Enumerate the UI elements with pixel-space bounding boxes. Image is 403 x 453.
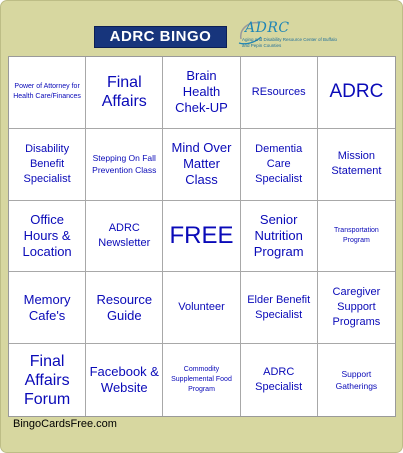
cell-label: Elder Benefit Specialist (247, 293, 311, 321)
logo-wordmark: ADRC (245, 20, 290, 36)
cell-label: Commodity Supplemental Food Program (171, 366, 232, 394)
bingo-cell[interactable] (86, 201, 163, 273)
bingo-cell[interactable] (163, 129, 240, 201)
cell-label: Final Affairs (101, 74, 147, 111)
cell-label: Senior Nutrition Program (253, 211, 304, 259)
footer-site-label: BingoCardsFree.com (13, 418, 117, 430)
bingo-grid (8, 56, 396, 417)
bingo-cell[interactable] (9, 344, 86, 416)
logo-subtitle: Aging and Disability Resource Center of Buffalo and Pepin Counties (242, 37, 337, 48)
card-header (1, 9, 403, 51)
cell-label: Mission Statement (331, 150, 382, 178)
cell-label: Transportation Program (333, 226, 379, 244)
bingo-cell[interactable] (9, 272, 86, 344)
bingo-cell[interactable] (318, 57, 395, 129)
bingo-cell-free[interactable] (163, 201, 240, 273)
bingo-cell[interactable] (9, 201, 86, 273)
bingo-cell[interactable] (9, 129, 86, 201)
card-title: ADRC BINGO (94, 26, 227, 48)
cell-label: Mind Over Matter Class (171, 140, 232, 188)
bingo-cell[interactable] (318, 129, 395, 201)
cell-label: ADRC Specialist (255, 366, 303, 394)
cell-label: Facebook & Website (89, 364, 159, 396)
cell-label: Final Affairs Forum (23, 352, 71, 408)
bingo-cell[interactable] (86, 57, 163, 129)
bingo-cell[interactable] (163, 57, 240, 129)
bingo-cell[interactable] (318, 201, 395, 273)
bingo-cell[interactable] (241, 201, 318, 273)
cell-label: Power of Attorney for Health Care/Finances (13, 83, 81, 101)
bingo-cell[interactable] (9, 57, 86, 129)
cell-label: FREE (169, 221, 234, 249)
bingo-cell[interactable] (86, 344, 163, 416)
cell-label: Memory Cafe's (23, 291, 71, 323)
cell-label: ADRC (329, 81, 384, 103)
bingo-cell[interactable] (318, 272, 395, 344)
bingo-cell[interactable] (241, 57, 318, 129)
cell-label: Brain Health Chek-UP (175, 68, 228, 116)
bingo-cell[interactable] (318, 344, 395, 416)
bingo-cell[interactable] (241, 344, 318, 416)
bingo-cell[interactable] (163, 272, 240, 344)
cell-label: Dementia Care Specialist (255, 142, 303, 185)
cell-label: Office Hours & Location (22, 211, 72, 259)
cell-label: Disability Benefit Specialist (23, 142, 71, 185)
bingo-cell[interactable] (241, 129, 318, 201)
cell-label: Caregiver Support Programs (332, 286, 381, 329)
bingo-cell[interactable] (241, 272, 318, 344)
adrc-logo (231, 19, 343, 55)
cell-label: Volunteer (178, 301, 225, 314)
bingo-cell[interactable] (86, 272, 163, 344)
bingo-cell[interactable] (86, 129, 163, 201)
cell-label: Resource Guide (96, 291, 153, 323)
cell-label: REsources (251, 85, 306, 98)
cell-label: Stepping On Fall Prevention Class (92, 153, 157, 176)
bingo-cell[interactable] (163, 344, 240, 416)
cell-label: Support Gatherings (335, 369, 378, 392)
cell-label: ADRC Newsletter (98, 221, 151, 249)
